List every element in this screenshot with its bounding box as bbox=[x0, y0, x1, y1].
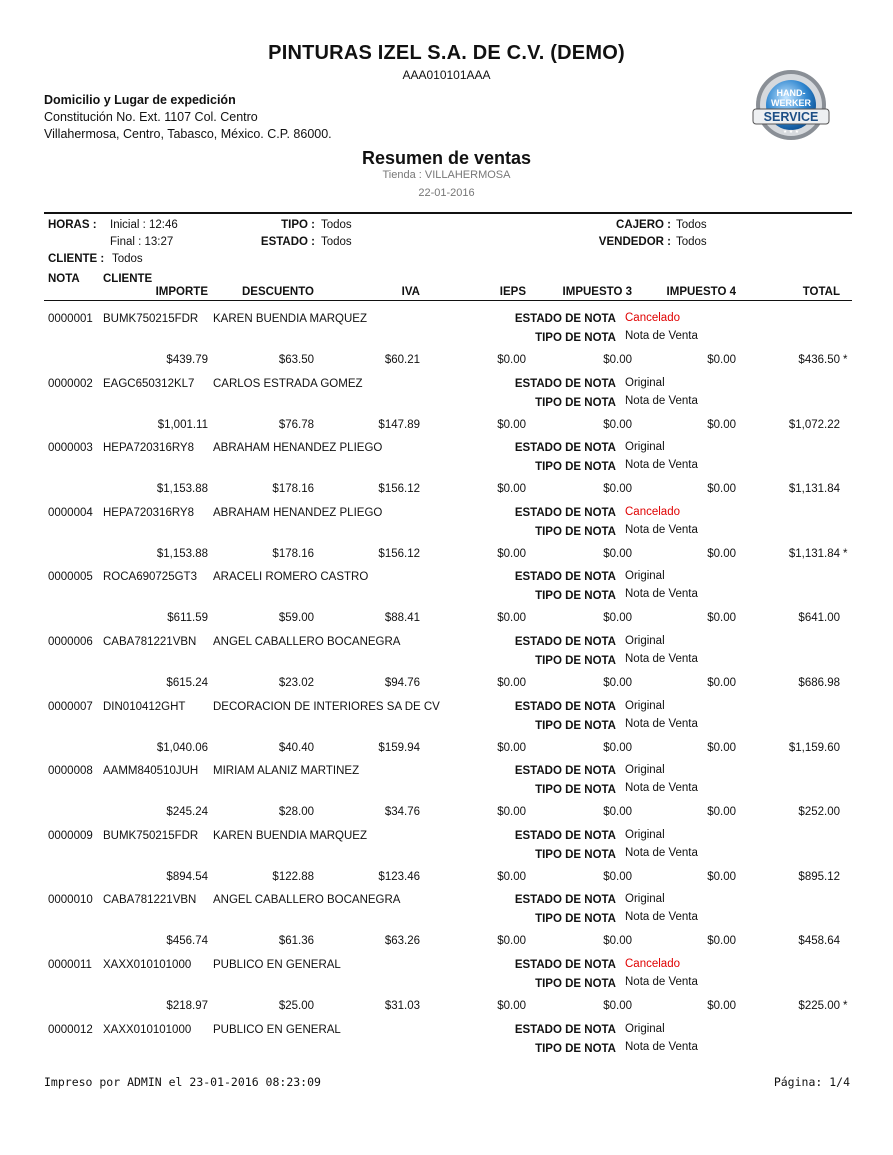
note-impuesto4: $0.00 bbox=[707, 806, 736, 819]
note-tipo-label: TIPO DE NOTA bbox=[535, 784, 616, 797]
note-ieps: $0.00 bbox=[497, 741, 526, 754]
note-ieps: $0.00 bbox=[497, 418, 526, 431]
horas-inicial: Inicial : 12:46 bbox=[110, 219, 178, 231]
note-descuento: $59.00 bbox=[278, 612, 314, 625]
note-tipo-value: Nota de Venta bbox=[625, 653, 698, 665]
note-client-rfc: CABA781221VBN bbox=[103, 894, 197, 907]
tipo-value: Todos bbox=[321, 219, 352, 231]
footer-page: Página: 1/4 bbox=[773, 1075, 850, 1089]
note-client-name: ARACELI ROMERO CASTRO bbox=[213, 571, 369, 584]
note-number: 0000012 bbox=[48, 1023, 93, 1036]
note-tipo-value: Nota de Venta bbox=[625, 394, 698, 407]
note-impuesto4: $0.00 bbox=[707, 547, 736, 560]
note-client-name: CARLOS ESTRADA GOMEZ bbox=[213, 377, 363, 390]
note-impuesto3: $0.00 bbox=[603, 354, 632, 366]
note-client-name: ABRAHAM HENANDEZ PLIEGO bbox=[213, 442, 383, 455]
domicilio-label: Domicilio y Lugar de expedición bbox=[44, 93, 236, 107]
note-ieps: $0.00 bbox=[497, 806, 526, 819]
note-impuesto4: $0.00 bbox=[707, 870, 736, 883]
note-impuesto4: $0.00 bbox=[707, 741, 736, 754]
note-tipo-label: TIPO DE NOTA bbox=[535, 848, 616, 861]
columns-rule bbox=[44, 300, 852, 301]
note-tipo-value: Nota de Venta bbox=[625, 1040, 698, 1053]
note-client-name: ANGEL CABALLERO BOCANEGRA bbox=[213, 636, 401, 648]
note-tipo-label: TIPO DE NOTA bbox=[535, 913, 616, 926]
note-estado-value: Original bbox=[625, 828, 665, 841]
note-impuesto4: $0.00 bbox=[707, 483, 736, 496]
note-number: 0000002 bbox=[48, 377, 93, 390]
col-iva: IVA bbox=[401, 286, 420, 298]
col-cliente: CLIENTE bbox=[103, 273, 153, 285]
note-estado-label: ESTADO DE NOTA bbox=[514, 636, 616, 648]
note-descuento: $25.00 bbox=[278, 1000, 314, 1012]
note-estado-value: Cancelado bbox=[625, 958, 680, 970]
note-importe: $439.79 bbox=[166, 354, 208, 366]
note-number: 0000008 bbox=[48, 765, 93, 778]
note-impuesto3: $0.00 bbox=[603, 935, 632, 948]
note-number: 0000011 bbox=[48, 959, 92, 971]
handwerker-service-logo bbox=[750, 68, 832, 142]
note-ieps: $0.00 bbox=[497, 677, 526, 689]
note-importe: $894.54 bbox=[166, 870, 208, 883]
note-estado-label: ESTADO DE NOTA bbox=[514, 959, 616, 971]
col-impuesto4: IMPUESTO 4 bbox=[666, 286, 736, 298]
vendedor-label: VENDEDOR : bbox=[598, 236, 671, 248]
note-estado-label: ESTADO DE NOTA bbox=[514, 765, 616, 778]
note-estado-label: ESTADO DE NOTA bbox=[514, 894, 616, 907]
note-total: $436.50 bbox=[798, 354, 840, 366]
note-client-rfc: BUMK750215FDR bbox=[103, 829, 199, 842]
col-impuesto3: IMPUESTO 3 bbox=[562, 286, 632, 298]
note-number: 0000009 bbox=[48, 829, 93, 842]
note-number: 0000003 bbox=[48, 442, 93, 455]
note-impuesto3: $0.00 bbox=[603, 677, 632, 689]
note-iva: $34.76 bbox=[384, 806, 420, 819]
note-tipo-label: TIPO DE NOTA bbox=[535, 461, 616, 474]
header-rule bbox=[44, 212, 852, 214]
note-total: $252.00 bbox=[798, 806, 840, 819]
note-impuesto3: $0.00 bbox=[603, 547, 632, 560]
note-ieps: $0.00 bbox=[497, 935, 526, 948]
note-total: $686.98 bbox=[798, 677, 840, 689]
note-tipo-value: Nota de Venta bbox=[625, 846, 698, 859]
note-client-name: DECORACION DE INTERIORES SA DE CV bbox=[213, 700, 440, 713]
col-importe: IMPORTE bbox=[155, 286, 208, 298]
note-tipo-value: Nota de Venta bbox=[625, 330, 698, 342]
note-impuesto3: $0.00 bbox=[603, 806, 632, 819]
note-cancel-mark: * bbox=[843, 547, 848, 560]
note-tipo-label: TIPO DE NOTA bbox=[535, 655, 616, 667]
note-number: 0000004 bbox=[48, 506, 93, 519]
note-tipo-value: Nota de Venta bbox=[625, 782, 698, 795]
note-client-rfc: XAXX010101000 bbox=[103, 1023, 192, 1036]
note-importe: $245.24 bbox=[166, 806, 208, 819]
note-iva: $94.76 bbox=[384, 677, 420, 689]
note-tipo-label: TIPO DE NOTA bbox=[535, 525, 616, 538]
vendedor-value: Todos bbox=[676, 236, 707, 248]
note-iva: $156.12 bbox=[378, 547, 420, 560]
note-tipo-value: Nota de Venta bbox=[625, 459, 698, 472]
note-client-name: KAREN BUENDIA MARQUEZ bbox=[213, 313, 367, 325]
note-impuesto3: $0.00 bbox=[603, 418, 632, 431]
note-client-rfc: ROCA690725GT3 bbox=[103, 571, 197, 584]
note-descuento: $61.36 bbox=[278, 935, 314, 948]
note-estado-label: ESTADO DE NOTA bbox=[514, 700, 616, 713]
note-descuento: $178.16 bbox=[272, 483, 314, 496]
cajero-value: Todos bbox=[676, 219, 707, 231]
note-impuesto4: $0.00 bbox=[707, 935, 736, 948]
note-estado-value: Original bbox=[625, 570, 665, 583]
note-client-rfc: XAXX010101000 bbox=[103, 959, 192, 971]
note-total: $895.12 bbox=[798, 870, 840, 883]
horas-final: Final : 13:27 bbox=[110, 236, 174, 248]
note-impuesto4: $0.00 bbox=[707, 1000, 736, 1012]
logo-text-3: SERVICE bbox=[763, 110, 819, 124]
note-estado-label: ESTADO DE NOTA bbox=[514, 571, 616, 584]
note-total: $1,131.84 bbox=[788, 547, 840, 560]
note-iva: $63.26 bbox=[384, 935, 420, 948]
note-tipo-label: TIPO DE NOTA bbox=[535, 590, 616, 603]
report-date: 22-01-2016 bbox=[418, 187, 475, 199]
note-ieps: $0.00 bbox=[497, 354, 526, 366]
cliente-filter-value: Todos bbox=[112, 253, 143, 265]
note-number: 0000001 bbox=[48, 313, 93, 325]
note-descuento: $40.40 bbox=[278, 741, 314, 754]
note-impuesto4: $0.00 bbox=[707, 677, 736, 689]
note-estado-value: Original bbox=[625, 635, 665, 647]
note-client-name: PUBLICO EN GENERAL bbox=[213, 1023, 341, 1036]
note-tipo-value: Nota de Venta bbox=[625, 588, 698, 601]
note-importe: $615.24 bbox=[166, 677, 208, 689]
note-tipo-label: TIPO DE NOTA bbox=[535, 1042, 616, 1055]
note-importe: $1,153.88 bbox=[156, 547, 208, 560]
note-ieps: $0.00 bbox=[497, 547, 526, 560]
note-estado-value: Cancelado bbox=[625, 505, 680, 518]
note-client-rfc: EAGC650312KL7 bbox=[103, 377, 195, 390]
note-iva: $159.94 bbox=[378, 741, 420, 754]
note-estado-label: ESTADO DE NOTA bbox=[514, 313, 616, 325]
company-name: PINTURAS IZEL S.A. DE C.V. (DEMO) bbox=[268, 42, 625, 64]
note-impuesto3: $0.00 bbox=[603, 483, 632, 496]
note-descuento: $122.88 bbox=[272, 870, 314, 883]
note-tipo-label: TIPO DE NOTA bbox=[535, 332, 616, 344]
note-iva: $60.21 bbox=[384, 354, 420, 366]
note-iva: $31.03 bbox=[384, 1000, 420, 1012]
estado-value: Todos bbox=[321, 236, 352, 248]
note-estado-value: Original bbox=[625, 376, 665, 389]
cajero-label: CAJERO : bbox=[616, 219, 671, 231]
note-importe: $1,001.11 bbox=[157, 418, 208, 431]
note-number: 0000005 bbox=[48, 571, 93, 584]
note-estado-value: Original bbox=[625, 1022, 665, 1035]
note-tipo-label: TIPO DE NOTA bbox=[535, 719, 616, 732]
footer-printed: Impreso por ADMIN el 23-01-2016 08:23:09 bbox=[44, 1075, 321, 1089]
note-importe: $1,040.06 bbox=[156, 741, 208, 754]
note-descuento: $28.00 bbox=[278, 806, 314, 819]
domicilio-line-2: Villahermosa, Centro, Tabasco, México. C.P. 86000. bbox=[44, 127, 332, 141]
note-number: 0000007 bbox=[48, 700, 93, 713]
note-tipo-value: Nota de Venta bbox=[625, 523, 698, 536]
note-number: 0000006 bbox=[48, 636, 93, 648]
col-descuento: DESCUENTO bbox=[242, 286, 314, 298]
note-impuesto3: $0.00 bbox=[603, 870, 632, 883]
logo-text-1: HAND- bbox=[776, 88, 806, 98]
note-cancel-mark: * bbox=[843, 1000, 848, 1012]
note-client-name: PUBLICO EN GENERAL bbox=[213, 959, 341, 971]
note-client-name: MIRIAM ALANIZ MARTINEZ bbox=[213, 765, 360, 778]
note-client-rfc: HEPA720316RY8 bbox=[103, 442, 195, 455]
note-ieps: $0.00 bbox=[497, 483, 526, 496]
note-impuesto4: $0.00 bbox=[707, 418, 736, 431]
note-estado-label: ESTADO DE NOTA bbox=[514, 829, 616, 842]
note-estado-value: Original bbox=[625, 441, 665, 454]
note-tipo-label: TIPO DE NOTA bbox=[535, 396, 616, 409]
col-nota: NOTA bbox=[48, 273, 80, 285]
note-total: $1,072.22 bbox=[788, 418, 840, 431]
note-tipo-value: Nota de Venta bbox=[625, 717, 698, 730]
note-descuento: $63.50 bbox=[278, 354, 314, 366]
note-estado-label: ESTADO DE NOTA bbox=[514, 1023, 616, 1036]
note-importe: $611.59 bbox=[167, 612, 208, 625]
tipo-label: TIPO : bbox=[281, 219, 315, 231]
note-impuesto3: $0.00 bbox=[603, 741, 632, 754]
note-estado-label: ESTADO DE NOTA bbox=[514, 442, 616, 455]
note-importe: $456.74 bbox=[166, 935, 208, 948]
note-tipo-value: Nota de Venta bbox=[625, 911, 698, 924]
report-store: Tienda : VILLAHERMOSA bbox=[382, 169, 511, 181]
note-client-rfc: DIN010412GHT bbox=[103, 700, 186, 713]
col-total: TOTAL bbox=[802, 286, 840, 298]
note-client-rfc: CABA781221VBN bbox=[103, 636, 197, 648]
note-descuento: $23.02 bbox=[278, 677, 314, 689]
note-estado-label: ESTADO DE NOTA bbox=[514, 377, 616, 390]
note-iva: $147.89 bbox=[378, 418, 420, 431]
note-total: $225.00 bbox=[798, 1000, 840, 1012]
note-total: $458.64 bbox=[798, 935, 840, 948]
note-total: $641.00 bbox=[798, 612, 840, 625]
note-impuesto4: $0.00 bbox=[707, 612, 736, 625]
note-impuesto4: $0.00 bbox=[707, 354, 736, 366]
note-client-name: ANGEL CABALLERO BOCANEGRA bbox=[213, 894, 401, 907]
note-client-rfc: BUMK750215FDR bbox=[103, 313, 199, 325]
estado-label: ESTADO : bbox=[260, 236, 315, 248]
domicilio-line-1: Constitución No. Ext. 1107 Col. Centro bbox=[44, 110, 258, 124]
note-ieps: $0.00 bbox=[497, 1000, 526, 1012]
note-client-rfc: AAMM840510JUH bbox=[103, 765, 199, 778]
logo-text-2: WERKER bbox=[771, 98, 811, 108]
note-iva: $123.46 bbox=[378, 870, 420, 883]
note-number: 0000010 bbox=[48, 894, 93, 907]
note-estado-label: ESTADO DE NOTA bbox=[514, 506, 616, 519]
cliente-filter-label: CLIENTE : bbox=[48, 253, 105, 265]
note-estado-value: Cancelado bbox=[625, 312, 680, 324]
note-iva: $88.41 bbox=[384, 612, 420, 625]
note-cancel-mark: * bbox=[843, 354, 848, 366]
note-estado-value: Original bbox=[625, 764, 665, 777]
note-total: $1,159.60 bbox=[788, 741, 840, 754]
note-client-name: KAREN BUENDIA MARQUEZ bbox=[213, 829, 367, 842]
note-total: $1,131.84 bbox=[788, 483, 840, 496]
horas-label: HORAS : bbox=[48, 219, 97, 231]
note-estado-value: Original bbox=[625, 699, 665, 712]
note-client-rfc: HEPA720316RY8 bbox=[103, 506, 195, 519]
note-descuento: $178.16 bbox=[272, 547, 314, 560]
note-iva: $156.12 bbox=[378, 483, 420, 496]
svg-text:★ ★ ★: ★ ★ ★ bbox=[782, 129, 800, 135]
col-ieps: IEPS bbox=[499, 286, 526, 298]
note-impuesto3: $0.00 bbox=[603, 612, 632, 625]
note-impuesto3: $0.00 bbox=[603, 1000, 632, 1012]
note-ieps: $0.00 bbox=[497, 870, 526, 883]
note-tipo-label: TIPO DE NOTA bbox=[535, 978, 616, 990]
company-rfc: AAA010101AAA bbox=[402, 68, 491, 82]
note-descuento: $76.78 bbox=[278, 418, 314, 431]
note-estado-value: Original bbox=[625, 893, 665, 906]
note-importe: $1,153.88 bbox=[156, 483, 208, 496]
note-client-name: ABRAHAM HENANDEZ PLIEGO bbox=[213, 506, 383, 519]
note-ieps: $0.00 bbox=[497, 612, 526, 625]
note-importe: $218.97 bbox=[166, 1000, 208, 1012]
note-tipo-value: Nota de Venta bbox=[625, 976, 698, 988]
report-title: Resumen de ventas bbox=[361, 148, 532, 168]
